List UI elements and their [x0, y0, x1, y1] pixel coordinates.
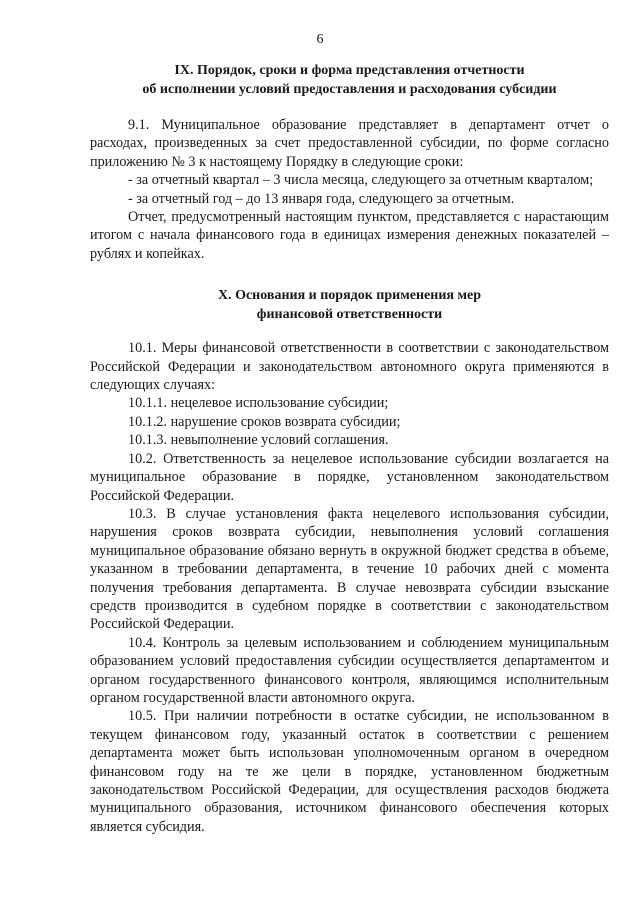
paragraph-9-year-deadline: - за отчетный год – до 13 января года, следующего за отчетным.: [128, 190, 515, 207]
paragraph-10-1-3: 10.1.3. невыполнение условий соглашения.: [128, 432, 389, 449]
section-10-heading: [90, 287, 609, 324]
paragraph-10-5: 10.5. При наличии потребности в остатке субсидии, не использованном в текущем финансовом году, указанный остаток в соответствии с решением департамента может быть использован уполномоченным органом в очередном финансовом году на те же цели в порядке, установленном бюджетным законодательством Российской Федерации, для осуществления расходов бюджета муниципального образования, источником финансового обеспечения которых является субсидия.: [90, 708, 609, 835]
paragraph-10-1: 10.1. Меры финансовой ответственности в соответствии с законодательством Российской Федерации и законодательством автономного округа применяются в следующих случаях:: [90, 340, 609, 394]
paragraph-10-2: 10.2. Ответственность за нецелевое использование субсидии возлагается на муниципальное образование в порядке, установленном законодательством Российской Федерации.: [90, 450, 609, 504]
section-9-heading-line-1: IX. Порядок, сроки и форма представления отчетности: [174, 63, 525, 78]
paragraph-9-1: 9.1. Муниципальное образование представляет в департамент отчет о расходах, произведенных за счет предоставленной субсидии, по форме согласно приложению № 3 к настоящему Порядку в следующие сроки:: [90, 117, 609, 170]
paragraph-9-quarter-deadline: - за отчетный квартал – 3 числа месяца, следующего за отчетным кварталом;: [128, 172, 594, 189]
paragraph-10-1-1: 10.1.1. нецелевое использование субсидии;: [128, 395, 389, 412]
section-10-heading-line-1: X. Основания и порядок применения мер: [217, 288, 482, 304]
paragraph-10-4: 10.4. Контроль за целевым использованием и соблюдением муниципальным образованием условий предоставления субсидии осуществляется департаментом и органом государственного финансового контроля, являющимся исполнительным органом государственной власти автономного округа.: [90, 634, 609, 706]
paragraph-9-report-note: Отчет, предусмотренный настоящим пунктом, представляется с нарастающим итогом с начала финансового года в единицах измерения денежных показателей – рублях и копейках.: [90, 209, 609, 262]
paragraph-10-1-2: 10.1.2. нарушение сроков возврата субсидии;: [128, 413, 401, 430]
section-10-heading-line-2: финансовой ответственности: [256, 306, 443, 322]
page-content: [90, 62, 609, 836]
section-9-heading-line-2: об исполнении условий предоставления и расходования субсидии: [142, 81, 557, 97]
paragraph-10-3: 10.3. В случае установления факта нецелевого использования субсидии, нарушения сроков возврата субсидии, невыполнения условий соглашения муниципальное образование обязано вернуть в окружной бюджет средства в объеме, указанном в требовании департамента, в течение 10 рабочих дней с момента получения требования департамента. В случае невозврата субсидии взыскание средств производится в судебном порядке в соответствии с законодательством Российской Федерации.: [90, 505, 609, 633]
section-9-heading: [90, 62, 609, 99]
page-number: 6: [316, 32, 324, 47]
